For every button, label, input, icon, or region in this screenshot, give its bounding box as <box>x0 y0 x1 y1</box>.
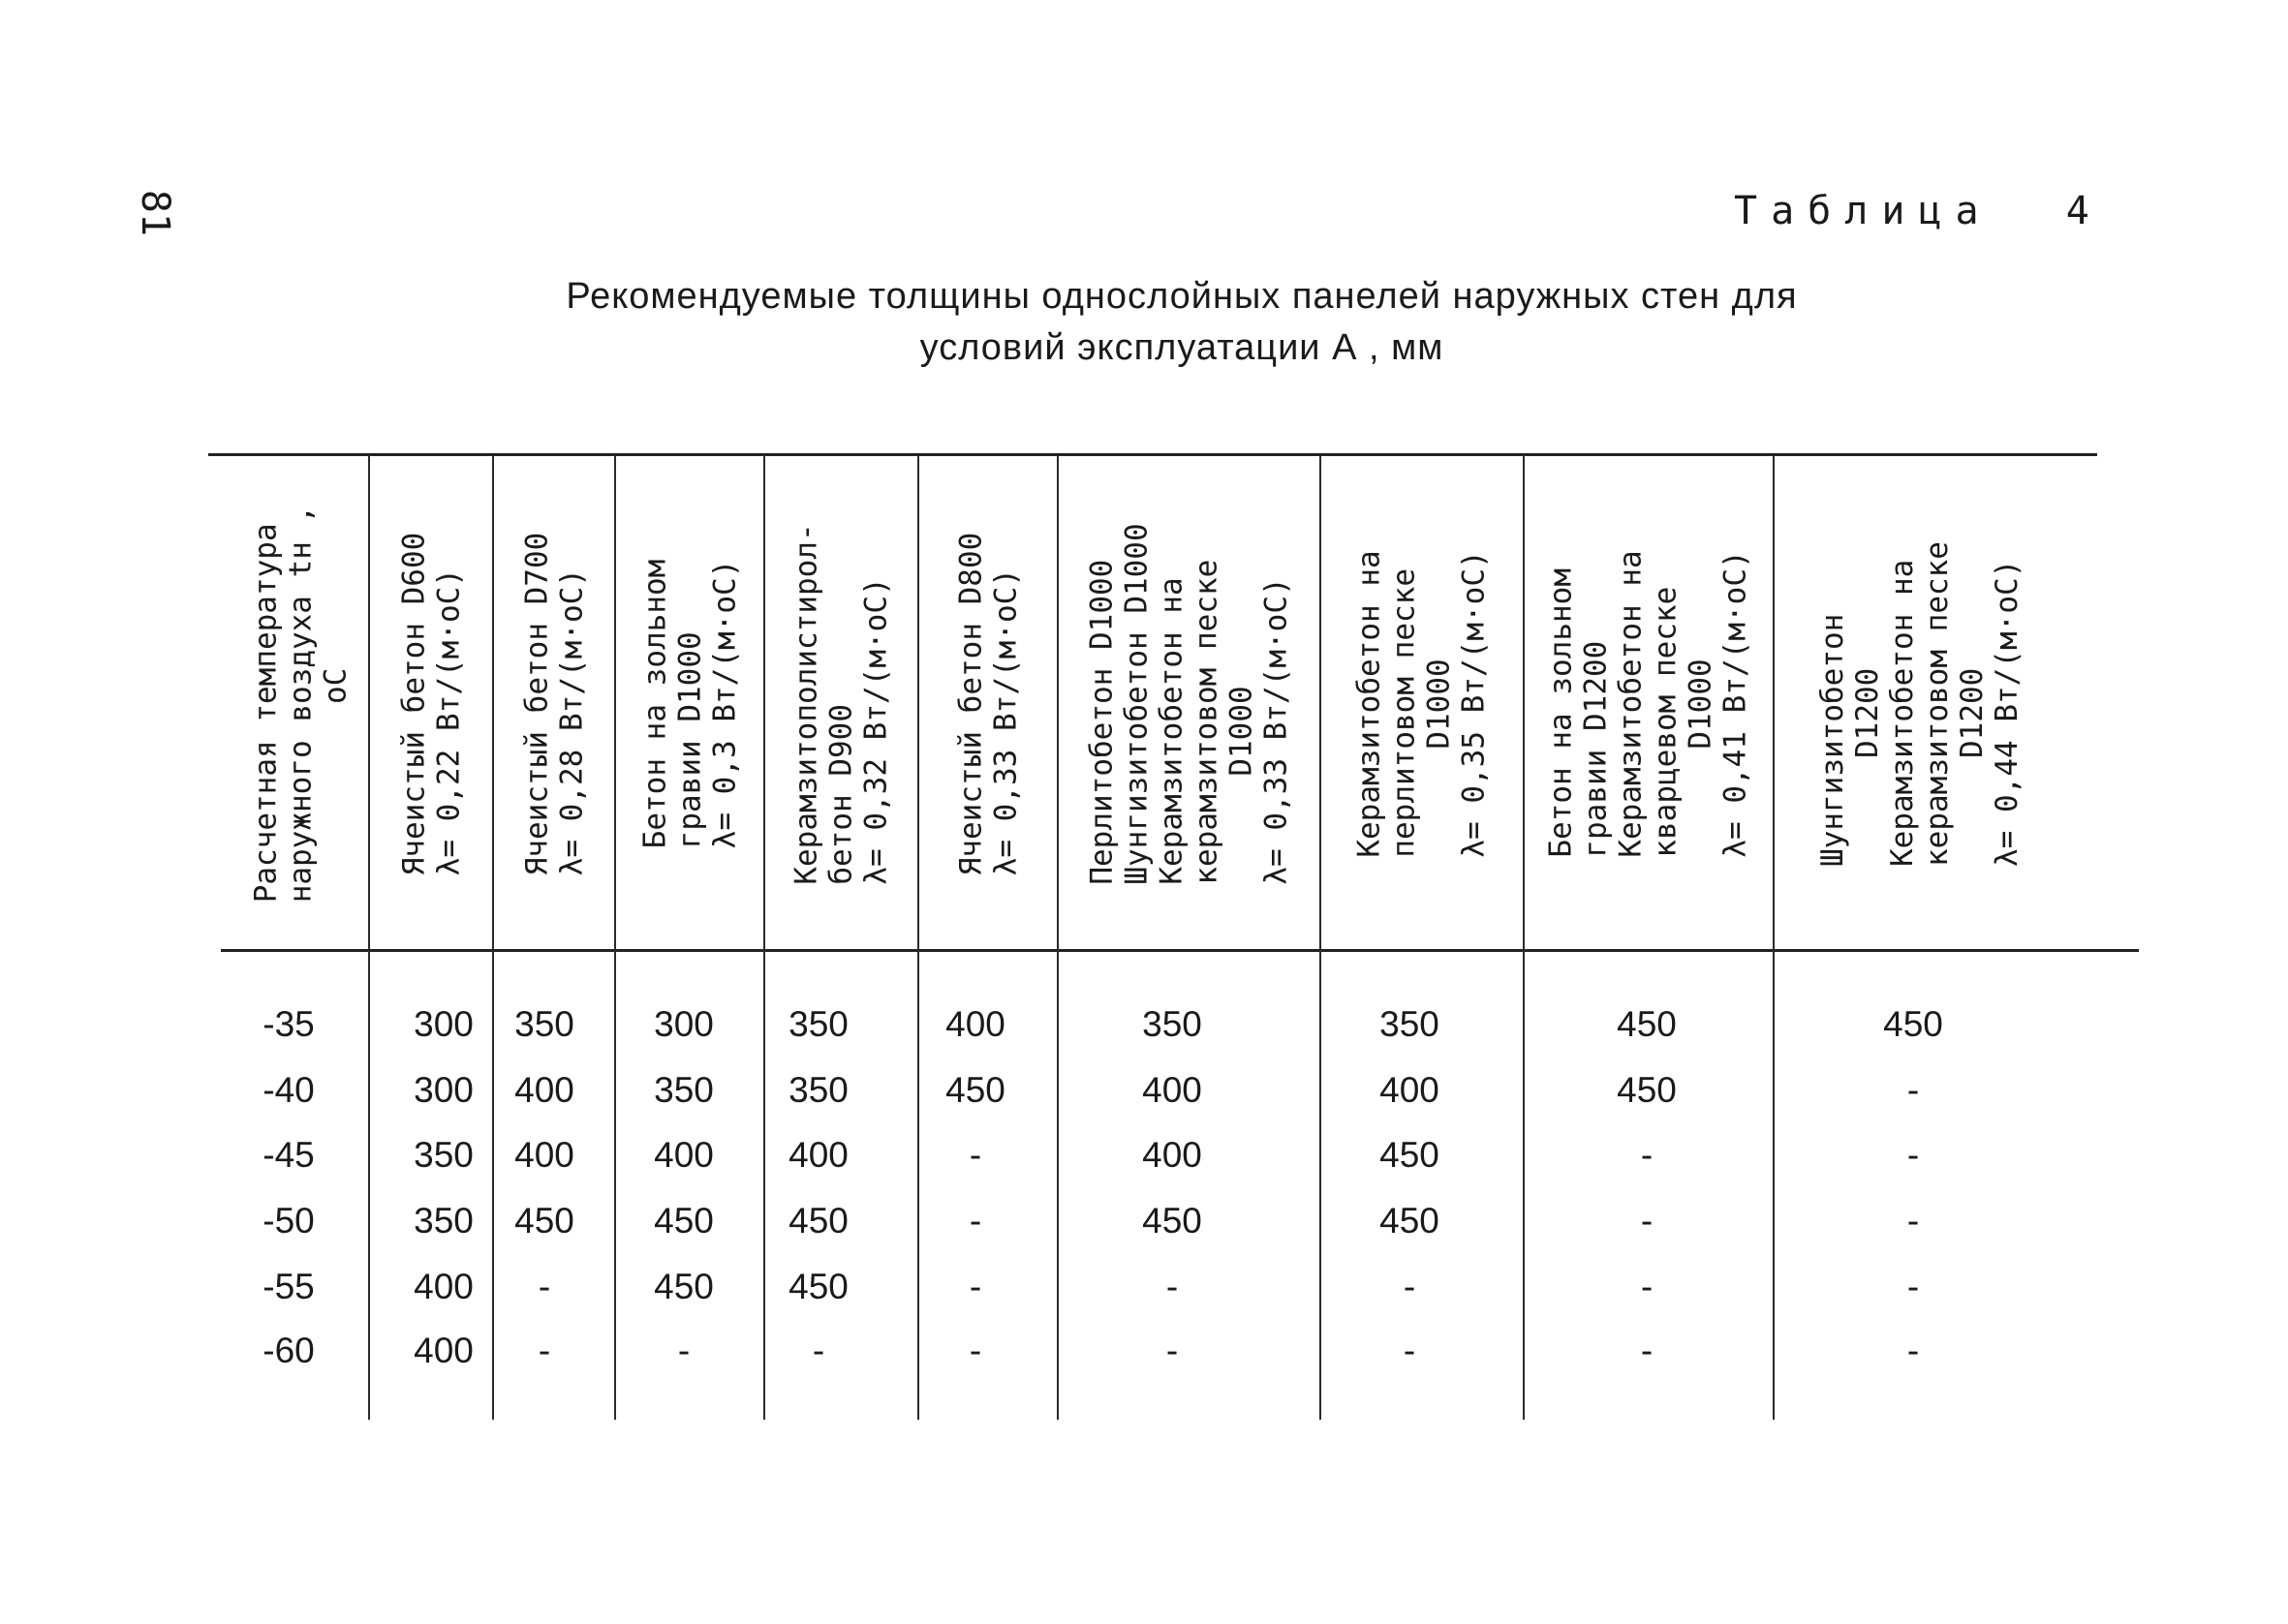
table-cell: 450 <box>945 1070 1005 1110</box>
header-ash-gravel-concrete-d1000: Бетон на зольном гравии D1000 λ= 0,3 Вт/(м·оС) <box>637 559 742 849</box>
table-cell: - <box>538 1267 551 1306</box>
table-cell: 400 <box>1142 1135 1202 1175</box>
table-cell: - <box>1906 1135 1920 1175</box>
table-cell: - <box>1640 1331 1654 1370</box>
row-temperature-cell: -50 <box>263 1201 315 1241</box>
table-cell: - <box>1403 1331 1416 1370</box>
table-cell: 400 <box>1379 1070 1439 1110</box>
table-cell: 400 <box>945 1004 1005 1044</box>
table-cell: - <box>969 1135 982 1175</box>
table-cell: 300 <box>414 1004 474 1044</box>
table-header-rule <box>221 949 2139 952</box>
header-perlite-shungizite-concrete: Перлитобетон D1000 Шунгизитобетон D1000 Керамзитобетон на керамзитовом песке D1000 λ= 0,33 Вт/(м·оС) <box>1084 523 1294 885</box>
table-cell: 350 <box>1142 1004 1202 1044</box>
table-cell: 450 <box>1379 1135 1439 1175</box>
table-cell: 450 <box>1617 1004 1677 1044</box>
table-cell: 400 <box>1142 1070 1202 1110</box>
table-cell: 450 <box>654 1201 714 1241</box>
table-cell: - <box>677 1331 691 1370</box>
table-cell: 400 <box>654 1135 714 1175</box>
table-cell: - <box>1906 1070 1920 1110</box>
header-cellular-concrete-d700: Ячеистый бетон D700 λ= 0,28 Вт/(м·оС) <box>519 532 590 876</box>
row-temperature-cell: -35 <box>263 1004 315 1044</box>
row-temperature-cell: -40 <box>263 1070 315 1110</box>
table-cell: - <box>538 1331 551 1370</box>
table-cell: 450 <box>1379 1201 1439 1241</box>
table-cell: 300 <box>654 1004 714 1044</box>
table-cell: - <box>1165 1331 1179 1370</box>
table-cell: 350 <box>1379 1004 1439 1044</box>
header-shungizite-d1200-expanded-clay-sand: Шунгизитобетон D1200 Керамзитобетон на керамзитовом песке D1200 λ= 0,44 Вт/(м·оС) <box>1815 541 2025 867</box>
table-cell: 350 <box>788 1004 849 1044</box>
table-cell: 400 <box>514 1070 574 1110</box>
table-cell: 350 <box>654 1070 714 1110</box>
table-cell: - <box>1640 1135 1654 1175</box>
table-cell: 400 <box>514 1135 574 1175</box>
table-cell: - <box>812 1331 825 1370</box>
table-cell: 300 <box>414 1070 474 1110</box>
table-cell: 400 <box>414 1331 474 1370</box>
table-cell: 350 <box>414 1201 474 1241</box>
table-cell: 450 <box>654 1267 714 1306</box>
table-label: Таблица 4 <box>1734 189 2103 233</box>
table-cell: - <box>1165 1267 1179 1306</box>
table-cell: 450 <box>1883 1004 1943 1044</box>
table-cell: - <box>1906 1201 1920 1241</box>
row-temperature-cell: -60 <box>263 1331 315 1370</box>
header-expanded-clay-perlite-sand: Керамзитобетон на перлитовом песке D1000 λ= 0,35 Вт/(м·оС) <box>1352 550 1492 858</box>
page-number: 81 <box>133 189 177 237</box>
header-cellular-concrete-d600: Ячеистый бетон D600 λ= 0,22 Вт/(м·оС) <box>396 532 467 876</box>
table-caption-line-1: Рекомендуемые толщины однослойных панелей наружных стен для <box>566 276 1798 317</box>
table-cell: - <box>969 1201 982 1241</box>
header-expanded-clay-polystyrene-concrete: Керамзитополистирол- бетон D900 λ= 0,32 Вт/(м·оС) <box>788 523 894 885</box>
table-cell: 350 <box>788 1070 849 1110</box>
table-cell: - <box>1906 1331 1920 1370</box>
table-cell: 400 <box>788 1135 849 1175</box>
table-cell: - <box>969 1331 982 1370</box>
table-cell: 350 <box>514 1004 574 1044</box>
table-cell: - <box>969 1267 982 1306</box>
table-cell: - <box>1640 1201 1654 1241</box>
table-cell: 450 <box>514 1201 574 1241</box>
table-cell: - <box>1640 1267 1654 1306</box>
row-temperature-cell: -55 <box>263 1267 315 1306</box>
row-temperature-cell: -45 <box>263 1135 315 1175</box>
header-ash-gravel-d1200-quartz-sand: Бетон на зольном гравии D1200 Керамзитобетон на кварцевом песке D1000 λ= 0,41 Вт/(м·оС) <box>1544 550 1753 858</box>
table-cell: 350 <box>414 1135 474 1175</box>
table-cell: 450 <box>788 1267 849 1306</box>
table-cell: 450 <box>1617 1070 1677 1110</box>
table-cell: - <box>1403 1267 1416 1306</box>
table-cell: - <box>1906 1267 1920 1306</box>
table-caption-line-2: условий эксплуатации А , мм <box>919 327 1444 368</box>
table-cell: 400 <box>414 1267 474 1306</box>
table-cell: 450 <box>788 1201 849 1241</box>
header-cellular-concrete-d800: Ячеистый бетон D800 λ= 0,33 Вт/(м·оС) <box>953 532 1024 876</box>
header-air-temperature: Расчетная температура наружного воздуха tн , оС <box>248 505 354 904</box>
table-cell: 450 <box>1142 1201 1202 1241</box>
